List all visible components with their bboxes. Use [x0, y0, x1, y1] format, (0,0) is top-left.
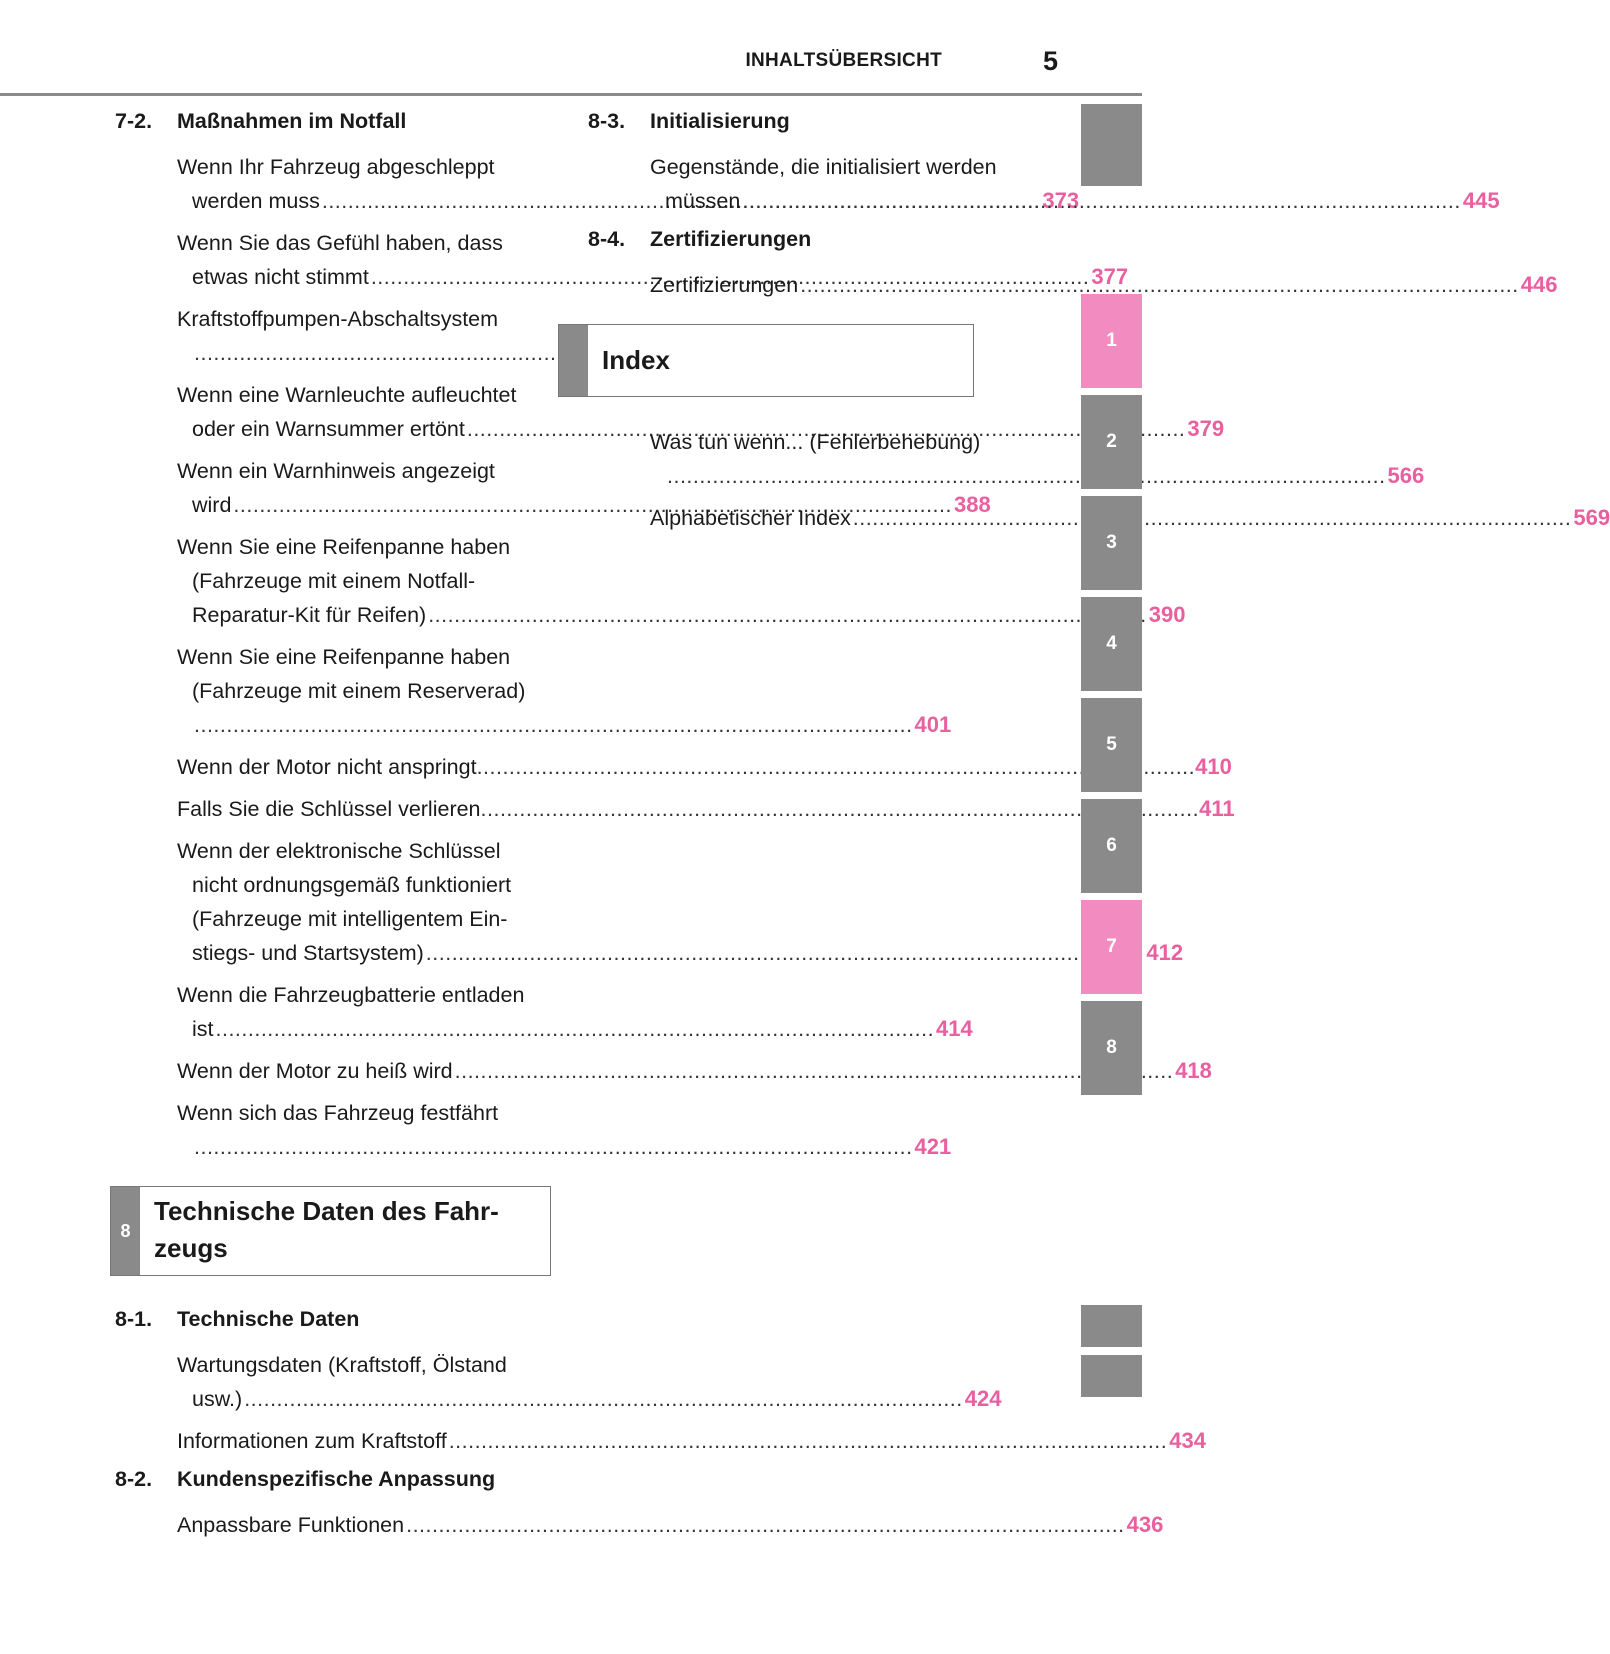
side-tab-blank-lower-1 [1081, 1305, 1142, 1347]
toc-entry-text: Wenn Sie eine Reifenpanne haben [177, 535, 511, 559]
chapter-tab-7[interactable]: 7 [1081, 900, 1142, 994]
section-heading-8-3 [588, 108, 1024, 134]
page-reference[interactable]: 434 [1169, 1428, 1206, 1453]
leader-dots [449, 1429, 1168, 1453]
chapter-title-line-1: Technische Daten des Fahr- [154, 1196, 499, 1226]
leader-dots [853, 506, 1572, 530]
toc-entry-text: Gegenstände, die initialisiert werden [650, 155, 997, 179]
toc-entry-text: Wenn der elektronische Schlüssel [177, 839, 501, 863]
toc-entry[interactable] [115, 1424, 1206, 1458]
toc-entry-text: etwas nicht stimmt [192, 265, 369, 289]
leader-dots [194, 713, 913, 737]
section-title: Kundenspezifische Anpassung [177, 1467, 496, 1491]
toc-entry[interactable] [115, 530, 1186, 632]
toc-entry[interactable] [115, 1054, 1212, 1088]
section-number: 8-1. [115, 1307, 153, 1331]
section-heading-8-1 [115, 1306, 551, 1332]
header-divider [0, 93, 1142, 96]
leader-dots [406, 1513, 1125, 1537]
leader-dots [216, 1017, 935, 1041]
toc-entry-text: müssen [665, 189, 741, 213]
page-reference[interactable]: 379 [1187, 416, 1225, 441]
page-reference[interactable]: 401 [914, 712, 952, 737]
toc-entry[interactable] [115, 792, 1235, 826]
section-title: Maßnahmen im Notfall [177, 109, 407, 133]
leader-dots [667, 464, 1386, 488]
leader-dots [244, 1387, 963, 1411]
toc-entry-text: Alphabetischer Index [650, 506, 851, 530]
page-number: 5 [1043, 46, 1059, 76]
chapter-tab-3[interactable]: 3 [1081, 496, 1142, 590]
leader-dots [194, 1135, 913, 1159]
page-reference[interactable]: 412 [1146, 940, 1184, 965]
page-reference[interactable]: 569 [1573, 505, 1610, 530]
leader-dots [800, 273, 1519, 297]
toc-entry[interactable] [115, 302, 551, 370]
leader-dots [742, 189, 1461, 213]
page-header-title: INHALTSÜBERSICHT [745, 50, 942, 71]
chapter-tab-4[interactable]: 4 [1081, 597, 1142, 691]
toc-entry-last-line [177, 750, 1232, 784]
toc-entry-last-line [177, 598, 1186, 632]
toc-entry-last-line [177, 1012, 973, 1046]
section-number: 8-3. [588, 109, 626, 133]
page-reference[interactable]: 388 [953, 492, 991, 517]
toc-entry[interactable] [115, 1096, 952, 1164]
section-heading-8-4 [588, 226, 1024, 252]
toc-entry-text: Wenn ein Warnhinweis angezeigt [177, 459, 495, 483]
section-title: Technische Daten [177, 1307, 360, 1331]
toc-list-8-2 [115, 1508, 1164, 1542]
page-reference[interactable]: 421 [914, 1134, 952, 1159]
toc-entry-text: wird [192, 493, 232, 517]
chapter-tab-8[interactable]: 8 [1081, 1001, 1142, 1095]
section-title: Initialisierung [650, 109, 790, 133]
toc-entry-last-line [177, 936, 1184, 970]
chapter-tab-2[interactable]: 2 [1081, 395, 1142, 489]
section-number: 7-2. [115, 109, 153, 133]
page-reference[interactable]: 446 [1520, 272, 1558, 297]
page-reference[interactable]: 445 [1462, 188, 1500, 213]
toc-entry-text: (Fahrzeuge mit intelligentem Ein- [192, 907, 508, 931]
toc-entry-last-line [650, 501, 1610, 535]
toc-entry[interactable] [115, 834, 1184, 970]
section-heading-7-2 [115, 108, 551, 134]
toc-entry[interactable] [115, 1348, 1002, 1416]
toc-entry-text: Kraftstoffpumpen-Abschaltsystem [177, 307, 499, 331]
leader-dots [455, 1059, 1174, 1083]
side-tab-blank-top [1081, 104, 1142, 186]
section-heading-8-2 [115, 1466, 551, 1492]
leader-dots [428, 603, 1147, 627]
section-number: 8-4. [588, 227, 626, 251]
toc-entry-text: Wartungsdaten (Kraftstoff, Ölstand [177, 1353, 507, 1377]
toc-entry-text: Wenn der Motor zu heiß wird [177, 1059, 453, 1083]
index-box-marker [559, 325, 588, 396]
toc-entry-text: werden muss [192, 189, 320, 213]
chapter-tab-5[interactable]: 5 [1081, 698, 1142, 792]
toc-entry[interactable] [115, 750, 1232, 784]
toc-entry-text: Informationen zum Kraftstoff [177, 1429, 447, 1453]
chapter-title-line-2: zeugs [154, 1233, 228, 1263]
chapter-tab-6[interactable]: 6 [1081, 799, 1142, 893]
toc-entry-text: Wenn sich das Fahrzeug festfährt [177, 1101, 499, 1125]
toc-entry-text: Wenn Sie das Gefühl haben, dass [177, 231, 503, 255]
toc-entry-text: Wenn die Fahrzeugbatterie entladen [177, 983, 525, 1007]
toc-entry-text: Wenn Sie eine Reifenpanne haben [177, 645, 511, 669]
toc-entry-text: Wenn eine Warnleuchte aufleuchtet [177, 383, 517, 407]
page-reference[interactable]: 411 [1199, 796, 1235, 821]
toc-entry[interactable] [588, 501, 1610, 535]
toc-entry-last-line [177, 336, 551, 370]
page-reference[interactable]: 414 [936, 1016, 973, 1041]
toc-entry[interactable] [115, 978, 973, 1046]
section-title: Zertifizierungen [650, 227, 812, 251]
page-reference[interactable]: 566 [1387, 463, 1425, 488]
toc-entry-text: Wenn Ihr Fahrzeug abgeschleppt [177, 155, 495, 179]
page-reference[interactable]: 436 [1126, 1512, 1164, 1537]
page-reference[interactable]: 373 [1042, 188, 1080, 213]
section-number: 8-2. [115, 1467, 153, 1491]
page-reference[interactable]: 377 [1091, 264, 1129, 289]
toc-entry[interactable] [115, 1508, 1164, 1542]
toc-entry-text: Was tun wenn... (Fehlerbehebung) [650, 430, 981, 454]
toc-entry-last-line [177, 1130, 952, 1164]
chapter-title [140, 1187, 509, 1275]
toc-list-8-1 [115, 1348, 1206, 1458]
toc-entry-text: Falls Sie die Schlüssel verlieren [177, 797, 481, 821]
toc-entry-text: nicht ordnungsgemäß funktioniert [192, 873, 512, 897]
chapter-8-box[interactable] [110, 1186, 551, 1276]
side-tab-blank-lower-2 [1081, 1355, 1142, 1397]
toc-entry-last-line [177, 1424, 1206, 1458]
toc-entry-text: usw.) [192, 1387, 243, 1411]
toc-entry[interactable] [115, 640, 952, 742]
index-title: Index [602, 345, 670, 375]
toc-entry-text: Wenn der Motor nicht anspringt [177, 755, 477, 779]
toc-entry-text: ist [192, 1017, 214, 1041]
index-box[interactable] [558, 324, 974, 397]
chapter-tab-1[interactable]: 1 [1081, 294, 1142, 388]
toc-entry-last-line [177, 1054, 1212, 1088]
page-reference[interactable]: 424 [964, 1386, 1002, 1411]
toc-entry-text: Reparatur-Kit für Reifen) [192, 603, 427, 627]
page-reference[interactable]: 390 [1148, 602, 1186, 627]
toc-entry-last-line [177, 1382, 1002, 1416]
toc-entry-last-line [177, 708, 952, 742]
chapter-number: 8 [111, 1187, 140, 1275]
toc-entry-text: (Fahrzeuge mit einem Reserverad) [192, 679, 526, 703]
toc-entry-text: oder ein Warnsummer ertönt [192, 417, 465, 441]
leader-dots [426, 941, 1145, 965]
toc-entry-last-line [177, 1508, 1164, 1542]
toc-entry-text: stiegs- und Startsystem) [192, 941, 424, 965]
toc-entry-text: Anpassbare Funktionen [177, 1513, 405, 1537]
toc-entry-last-line [650, 459, 1425, 493]
toc-entry-last-line [177, 792, 1235, 826]
toc-entry-text: (Fahrzeuge mit einem Notfall- [192, 569, 476, 593]
page-reference[interactable]: 410 [1195, 754, 1232, 779]
page-reference[interactable]: 418 [1175, 1058, 1212, 1083]
toc-entry-text: Zertifizierungen [650, 273, 799, 297]
